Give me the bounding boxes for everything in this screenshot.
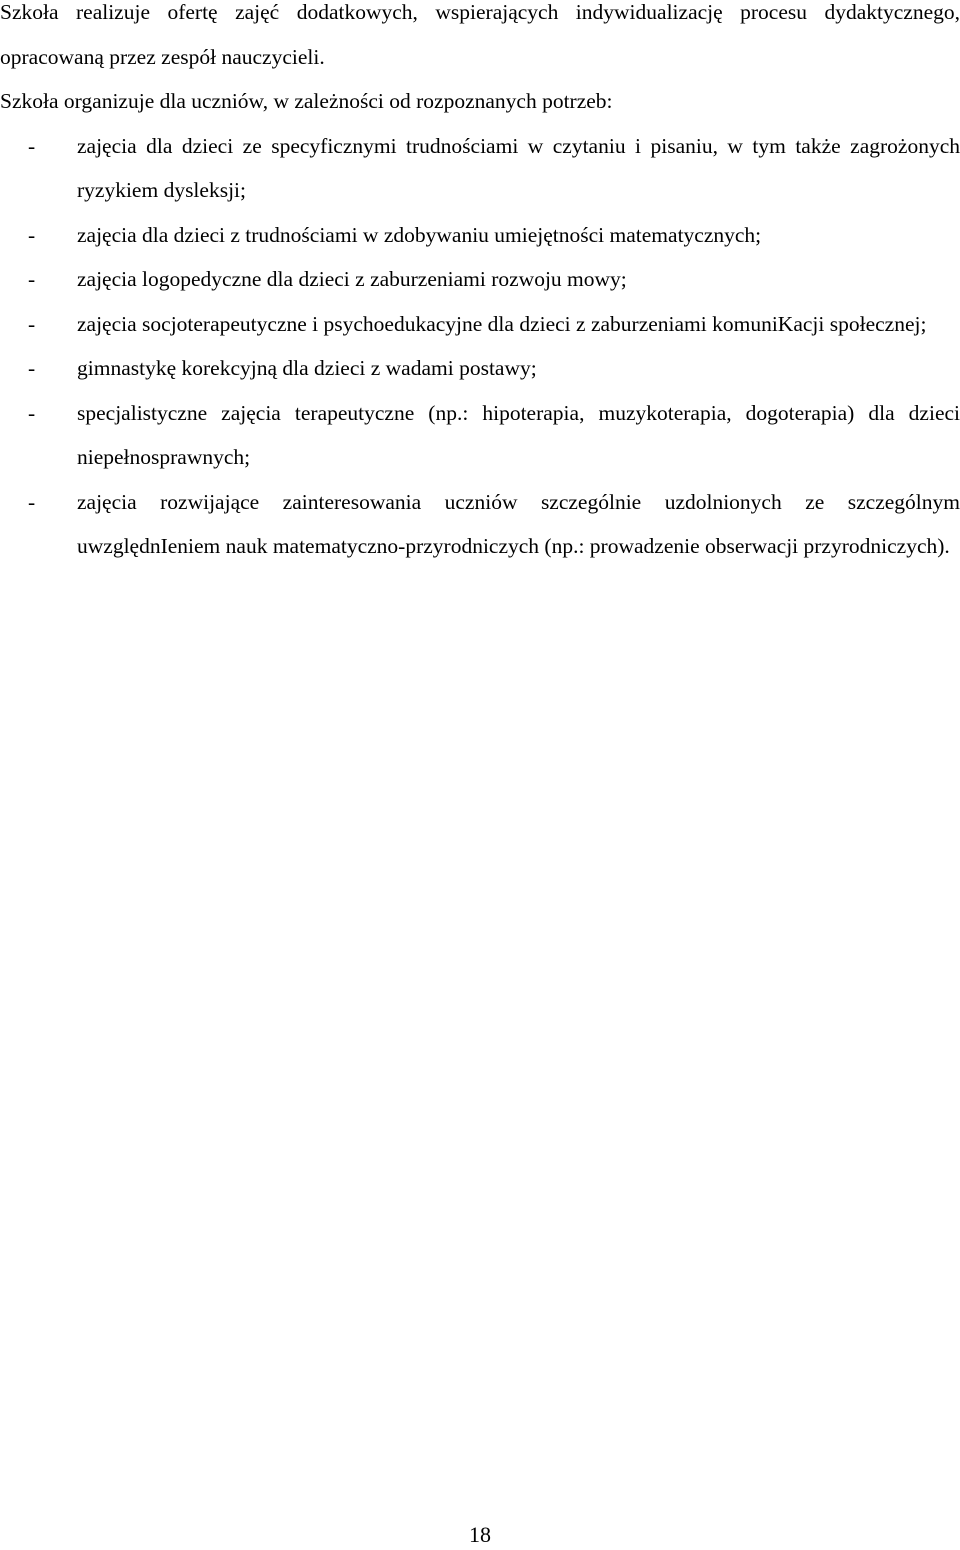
list-item-text: zajęcia logopedyczne dla dzieci z zaburzeniami rozwoju mowy; xyxy=(77,267,627,291)
list-item xyxy=(0,480,960,569)
list-item-text: zajęcia socjoterapeutyczne i psychoedukacyjne dla dzieci z zaburzeniami komuniKacji społecznej; xyxy=(77,311,927,336)
list-item-text: zajęcia dla dzieci z trudnościami w zdobywaniu umiejętności matematycznych; xyxy=(77,222,762,247)
dash-marker: - xyxy=(28,400,36,425)
list-item xyxy=(0,124,960,213)
activities-list xyxy=(0,124,960,569)
list-intro: Szkoła organizuje dla uczniów, w zależności od rozpoznanych potrzeb: xyxy=(0,89,613,113)
dash-marker: - xyxy=(28,311,36,336)
list-item xyxy=(0,213,960,258)
document-body xyxy=(0,0,960,569)
page-number: 18 xyxy=(469,1522,491,1547)
dash-marker: - xyxy=(28,356,36,380)
list-item xyxy=(0,346,960,391)
dash-marker: - xyxy=(28,133,36,158)
list-item-text: zajęcia dla dzieci ze specyficznymi trudnościami w czytaniu i pisaniu, w tym także zagrożonych ryzykiem dysleksji; xyxy=(77,133,960,202)
dash-marker: - xyxy=(28,267,36,291)
list-item xyxy=(0,257,960,302)
list-item-text: specjalistyczne zajęcia terapeutyczne (np.: hipoterapia, muzykoterapia, dogoterapia) dla dzieci niepełnosprawnych; xyxy=(77,400,960,469)
intro-paragraph: Szkoła realizuje ofertę zajęć dodatkowych, wspierających indywidualizację procesu dydaktycznego, opracowaną przez zespół nauczycieli. xyxy=(0,0,960,69)
dash-marker: - xyxy=(28,489,36,514)
list-item-text: gimnastykę korekcyjną dla dzieci z wadami postawy; xyxy=(77,356,537,380)
dash-marker: - xyxy=(28,222,36,247)
list-item xyxy=(0,391,960,480)
list-item-text: zajęcia rozwijające zainteresowania uczniów szczególnie uzdolnionych ze szczególnym uwzględnIeniem nauk matematyczno-przyrodniczych (np.: prowadzenie obserwacji przyrodniczych). xyxy=(77,489,960,558)
list-item xyxy=(0,302,960,347)
